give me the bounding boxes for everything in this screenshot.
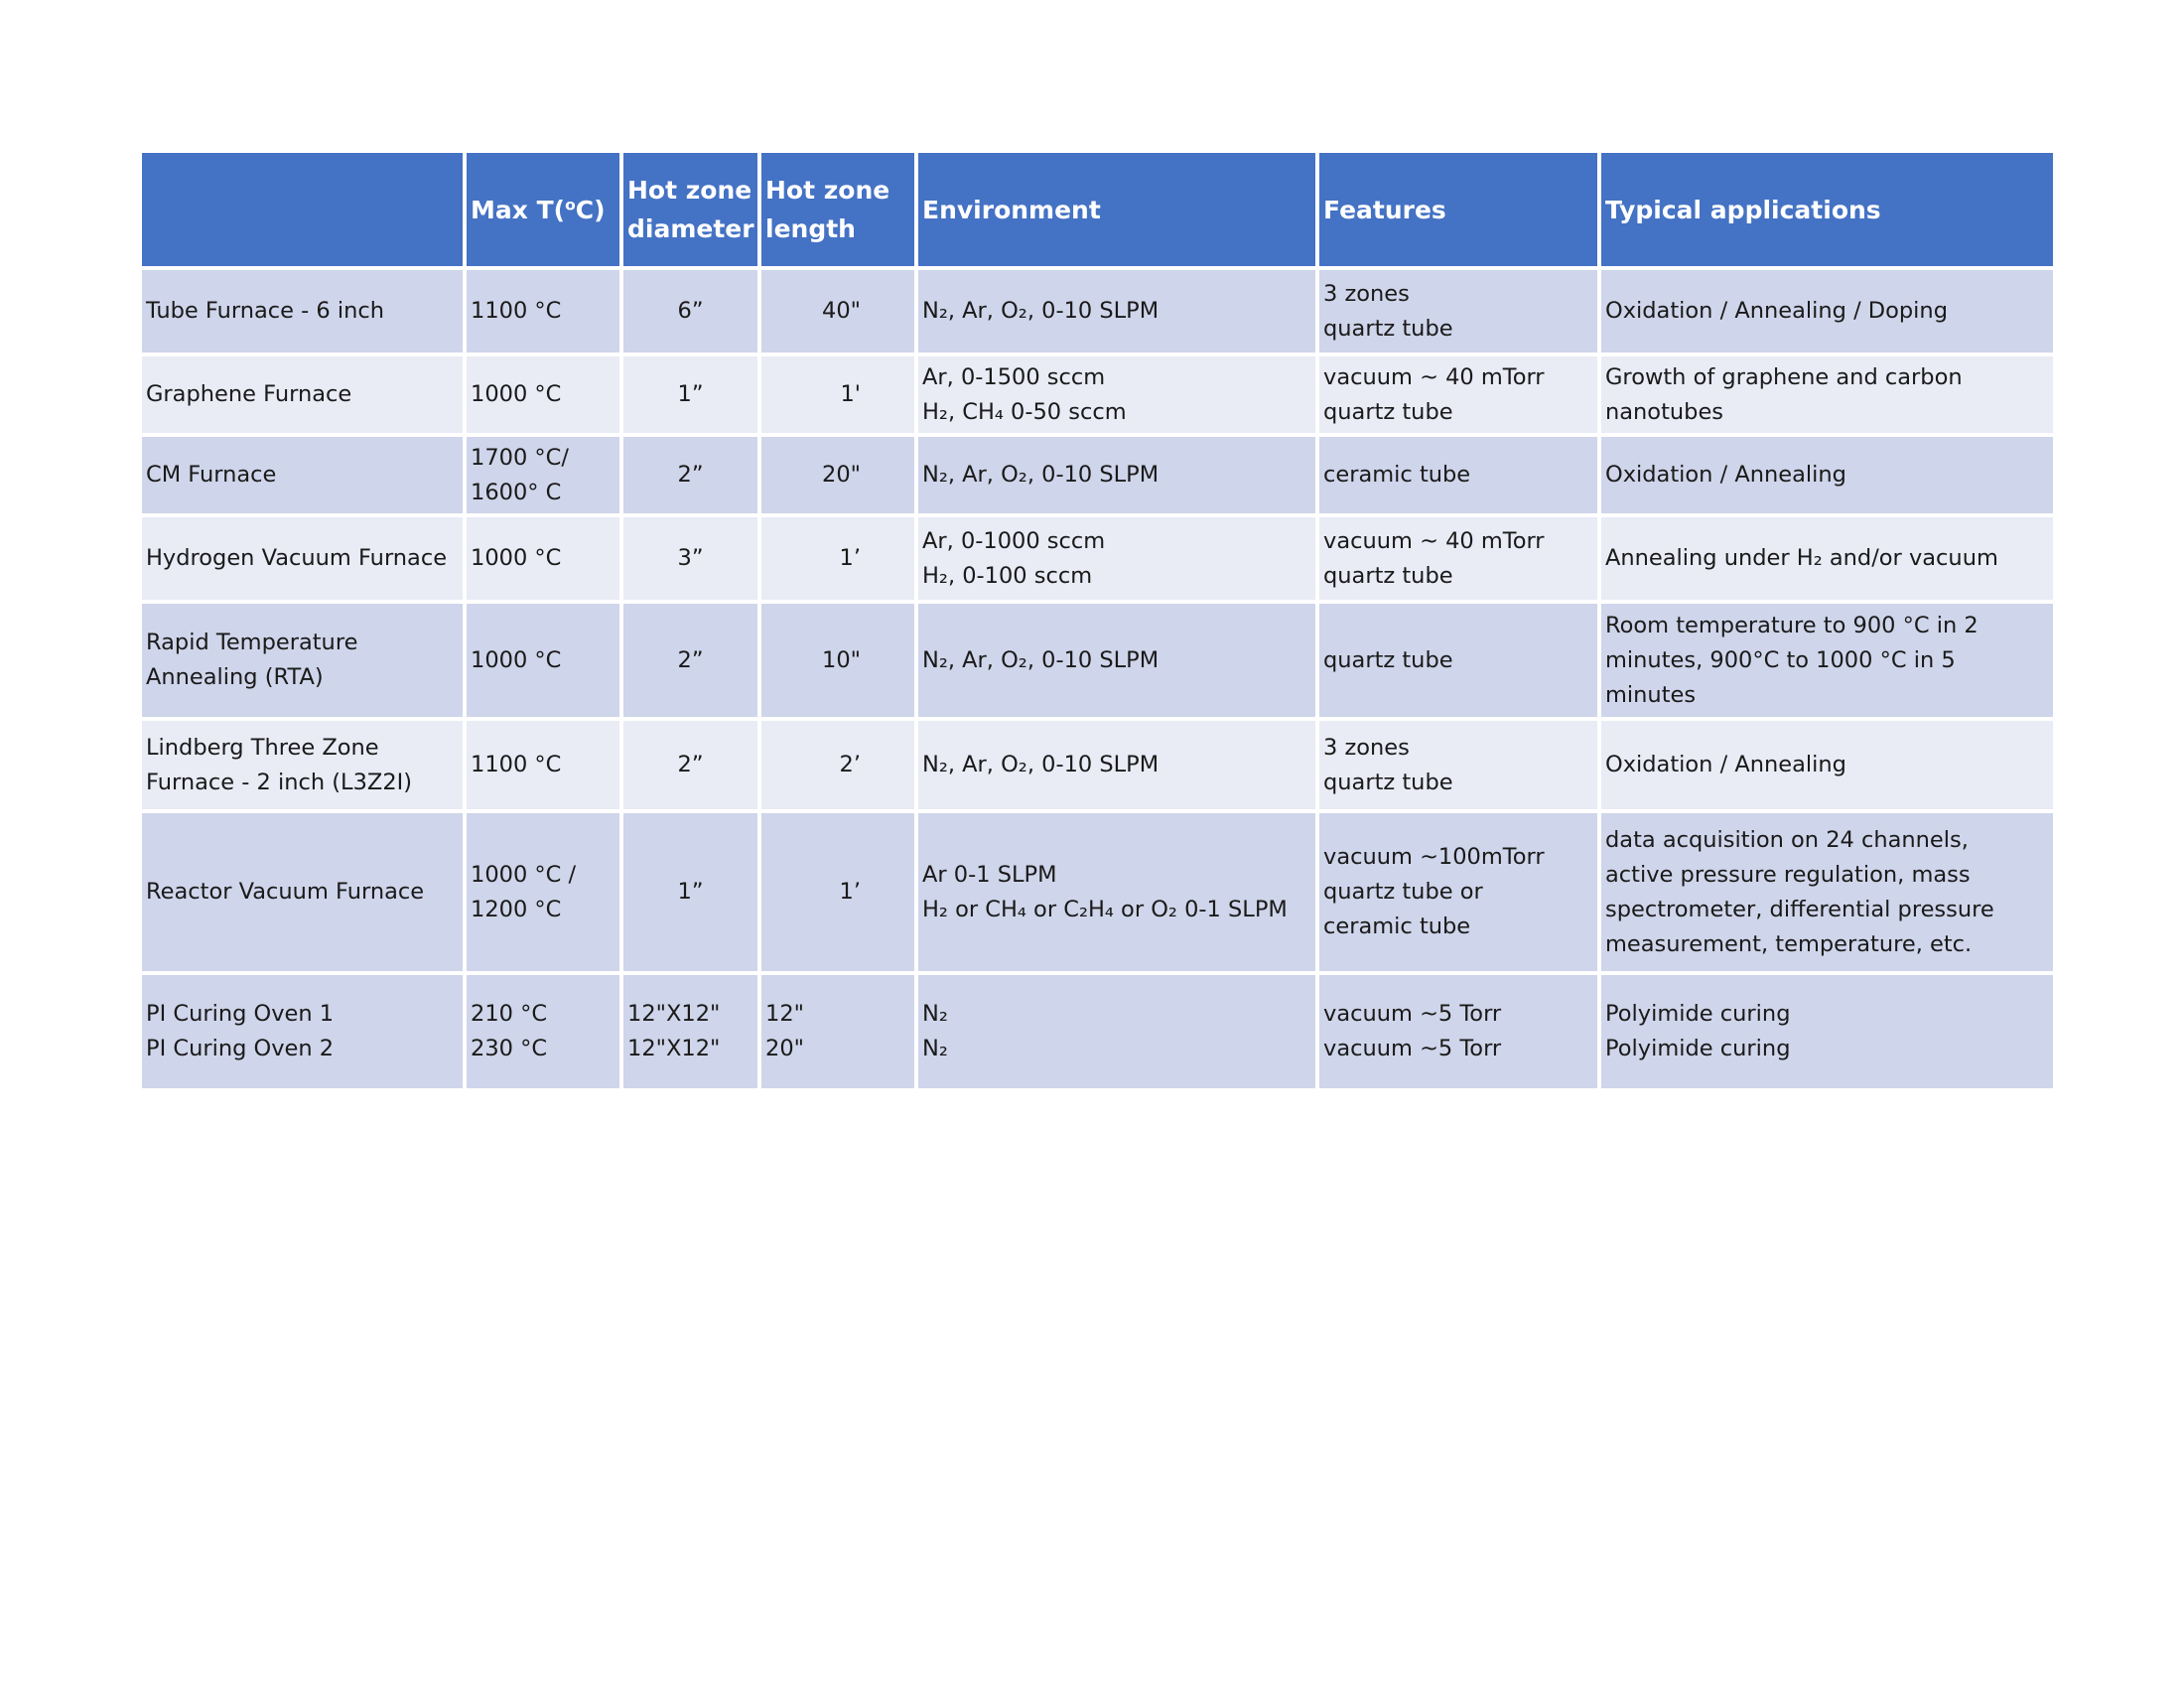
typical-applications-line: minutes, 900°C to 1000 °C in 5 (1605, 646, 1956, 673)
hot-zone-length-cell: 10" (761, 604, 914, 717)
equipment-name-line: Hydrogen Vacuum Furnace (146, 545, 448, 571)
max-temperature-line: 1100 °C (471, 752, 562, 777)
features-line: vacuum ~5 Torr (1323, 1036, 1502, 1061)
features-line: vacuum ~ 40 mTorr (1323, 363, 1545, 390)
environment-line: H₂, CH₄ 0-50 sccm (922, 398, 1127, 425)
hot-zone-length-cell: 40" (761, 270, 914, 352)
max-temperature-cell (467, 721, 619, 809)
header-hot-zone-length (761, 153, 914, 266)
hot-zone-diameter-line: 12"X12" (627, 1001, 721, 1027)
header-hot-zone-diameter (623, 153, 757, 266)
equipment-name-cell (142, 356, 463, 433)
environment-cell (918, 517, 1315, 600)
table-row (142, 437, 2053, 513)
max-temperature-line: 1100 °C (471, 298, 562, 324)
environment-line: N₂ (922, 1001, 948, 1027)
features-cell (1319, 813, 1597, 971)
typical-applications-line: minutes (1605, 681, 1697, 708)
hot-zone-length-cell: 1' (761, 356, 914, 433)
max-temperature-cell (467, 813, 619, 971)
environment-cell (918, 270, 1315, 352)
features-line: quartz tube (1323, 562, 1453, 589)
max-temperature-line: 230 °C (471, 1036, 548, 1061)
hot-zone-length-cell (761, 975, 914, 1088)
environment-line: N₂, Ar, O₂, 0-10 SLPM (922, 462, 1160, 488)
max-temperature-line: 1000 °C (471, 381, 562, 407)
features-line: 3 zones (1323, 280, 1410, 307)
typical-applications-line: data acquisition on 24 channels, (1605, 826, 1969, 853)
typical-applications-line: Polyimide curing (1605, 1001, 1791, 1027)
hot-zone-diameter-cell: 2” (623, 437, 757, 513)
table-row (142, 721, 2053, 809)
equipment-name-cell (142, 813, 463, 971)
typical-applications-line: measurement, temperature, etc. (1605, 930, 1973, 957)
equipment-name-cell (142, 721, 463, 809)
typical-applications-cell (1601, 721, 2053, 809)
hot-zone-diameter-cell: 2” (623, 721, 757, 809)
environment-line: Ar 0-1 SLPM (922, 861, 1057, 888)
max-temperature-line: 210 °C (471, 1001, 548, 1027)
environment-cell (918, 721, 1315, 809)
max-temperature-line: 1200 °C (471, 896, 562, 922)
environment-cell (918, 437, 1315, 513)
header-diameter-line-2: diameter (627, 214, 754, 243)
hot-zone-diameter-cell: 6” (623, 270, 757, 352)
equipment-name-line: Rapid Temperature (146, 630, 358, 655)
features-line: quartz tube or (1323, 879, 1483, 905)
max-temperature-cell (467, 517, 619, 600)
hot-zone-length-line: 20" (765, 1036, 804, 1061)
features-cell (1319, 721, 1597, 809)
features-cell (1319, 437, 1597, 513)
environment-line: N₂ (922, 1036, 948, 1061)
hot-zone-length-cell: 2’ (761, 721, 914, 809)
environment-line: H₂, 0-100 sccm (922, 562, 1093, 589)
table-row (142, 356, 2053, 433)
equipment-name-cell (142, 604, 463, 717)
equipment-name-cell (142, 437, 463, 513)
features-line: vacuum ~ 40 mTorr (1323, 527, 1545, 554)
max-temperature-line: 1000 °C (471, 646, 562, 673)
environment-line: Ar, 0-1000 sccm (922, 527, 1106, 554)
header-equipment-name (142, 153, 463, 266)
table-body (142, 270, 2053, 1088)
table-row (142, 975, 2053, 1088)
header-diameter-line-1: Hot zone (627, 176, 752, 205)
hot-zone-diameter-cell: 2” (623, 604, 757, 717)
equipment-name-line: CM Furnace (146, 462, 277, 488)
typical-applications-line: active pressure regulation, mass (1605, 861, 1971, 888)
equipment-name-cell (142, 270, 463, 352)
environment-line: H₂ or CH₄ or C₂H₄ or O₂ 0-1 SLPM (922, 896, 1288, 922)
header-max-t-suffix: C) (575, 195, 606, 224)
header-max-temperature (467, 153, 619, 266)
environment-cell (918, 356, 1315, 433)
table-row (142, 604, 2053, 717)
environment-line: Ar, 0-1500 sccm (922, 363, 1106, 390)
typical-applications-line: Oxidation / Annealing (1605, 462, 1846, 488)
header-features: Features (1319, 153, 1597, 266)
max-temperature-line: 1000 °C (471, 545, 562, 571)
typical-applications-line: spectrometer, differential pressure (1605, 896, 1994, 922)
equipment-name-cell (142, 975, 463, 1088)
hot-zone-diameter-cell: 1” (623, 356, 757, 433)
hot-zone-length-cell: 20" (761, 437, 914, 513)
typical-applications-cell (1601, 975, 2053, 1088)
equipment-name-cell (142, 517, 463, 600)
features-line: ceramic tube (1323, 462, 1471, 488)
max-temperature-cell (467, 437, 619, 513)
environment-line: N₂, Ar, O₂, 0-10 SLPM (922, 298, 1160, 324)
hot-zone-diameter-line: 12"X12" (627, 1036, 721, 1061)
features-line: vacuum ~100mTorr (1323, 844, 1545, 870)
table-row (142, 517, 2053, 600)
max-temperature-line: 1700 °C/ (471, 444, 569, 471)
features-line: quartz tube (1323, 315, 1453, 342)
equipment-name-line: PI Curing Oven 2 (146, 1036, 335, 1061)
typical-applications-line: Oxidation / Annealing (1605, 752, 1846, 777)
environment-cell (918, 813, 1315, 971)
features-line: ceramic tube (1323, 914, 1471, 939)
header-length-line-2: length (765, 214, 856, 243)
header-max-t-prefix: Max T( (471, 195, 566, 224)
table-row (142, 813, 2053, 971)
features-cell (1319, 604, 1597, 717)
max-temperature-cell (467, 356, 619, 433)
header-length-line-1: Hot zone (765, 176, 890, 205)
typical-applications-line: Growth of graphene and carbon (1605, 363, 1963, 390)
typical-applications-line: Annealing under H₂ and/or vacuum (1605, 545, 1998, 571)
equipment-name-line: Annealing (RTA) (146, 664, 324, 690)
environment-cell (918, 975, 1315, 1088)
features-cell (1319, 270, 1597, 352)
typical-applications-line: Oxidation / Annealing / Doping (1605, 298, 1948, 324)
typical-applications-cell (1601, 270, 2053, 352)
typical-applications-cell (1601, 813, 2053, 971)
typical-applications-cell (1601, 517, 2053, 600)
header-environment: Environment (918, 153, 1315, 266)
equipment-name-line: Tube Furnace - 6 inch (146, 298, 384, 324)
features-cell (1319, 517, 1597, 600)
features-line: quartz tube (1323, 769, 1453, 795)
typical-applications-cell (1601, 356, 2053, 433)
header-row (142, 153, 2053, 266)
header-max-t-sup: o (565, 195, 576, 213)
max-temperature-line: 1000 °C / (471, 861, 577, 888)
environment-line: N₂, Ar, O₂, 0-10 SLPM (922, 752, 1160, 777)
furnace-equipment-table (138, 149, 2057, 1092)
max-temperature-cell (467, 604, 619, 717)
header-typical-applications: Typical applications (1601, 153, 2053, 266)
equipment-name-line: Lindberg Three Zone (146, 734, 379, 761)
typical-applications-cell (1601, 604, 2053, 717)
equipment-name-line: Furnace - 2 inch (L3Z2I) (146, 769, 413, 795)
typical-applications-cell (1601, 437, 2053, 513)
typical-applications-line: Polyimide curing (1605, 1036, 1791, 1061)
hot-zone-diameter-cell: 1” (623, 813, 757, 971)
max-temperature-line: 1600° C (471, 479, 562, 505)
max-temperature-cell (467, 975, 619, 1088)
hot-zone-length-line: 12" (765, 1001, 804, 1027)
features-line: quartz tube (1323, 398, 1453, 425)
environment-line: N₂, Ar, O₂, 0-10 SLPM (922, 646, 1160, 673)
features-cell (1319, 975, 1597, 1088)
typical-applications-line: Room temperature to 900 °C in 2 (1605, 612, 1979, 638)
hot-zone-diameter-cell: 3” (623, 517, 757, 600)
features-cell (1319, 356, 1597, 433)
equipment-name-line: Graphene Furnace (146, 381, 352, 407)
equipment-name-line: PI Curing Oven 1 (146, 1001, 335, 1027)
features-line: quartz tube (1323, 646, 1453, 673)
features-line: vacuum ~5 Torr (1323, 1001, 1502, 1027)
environment-cell (918, 604, 1315, 717)
hot-zone-length-cell: 1’ (761, 517, 914, 600)
hot-zone-diameter-cell (623, 975, 757, 1088)
table-row (142, 270, 2053, 352)
hot-zone-length-cell: 1’ (761, 813, 914, 971)
equipment-name-line: Reactor Vacuum Furnace (146, 879, 425, 905)
max-temperature-cell (467, 270, 619, 352)
typical-applications-line: nanotubes (1605, 398, 1724, 425)
features-line: 3 zones (1323, 734, 1410, 761)
